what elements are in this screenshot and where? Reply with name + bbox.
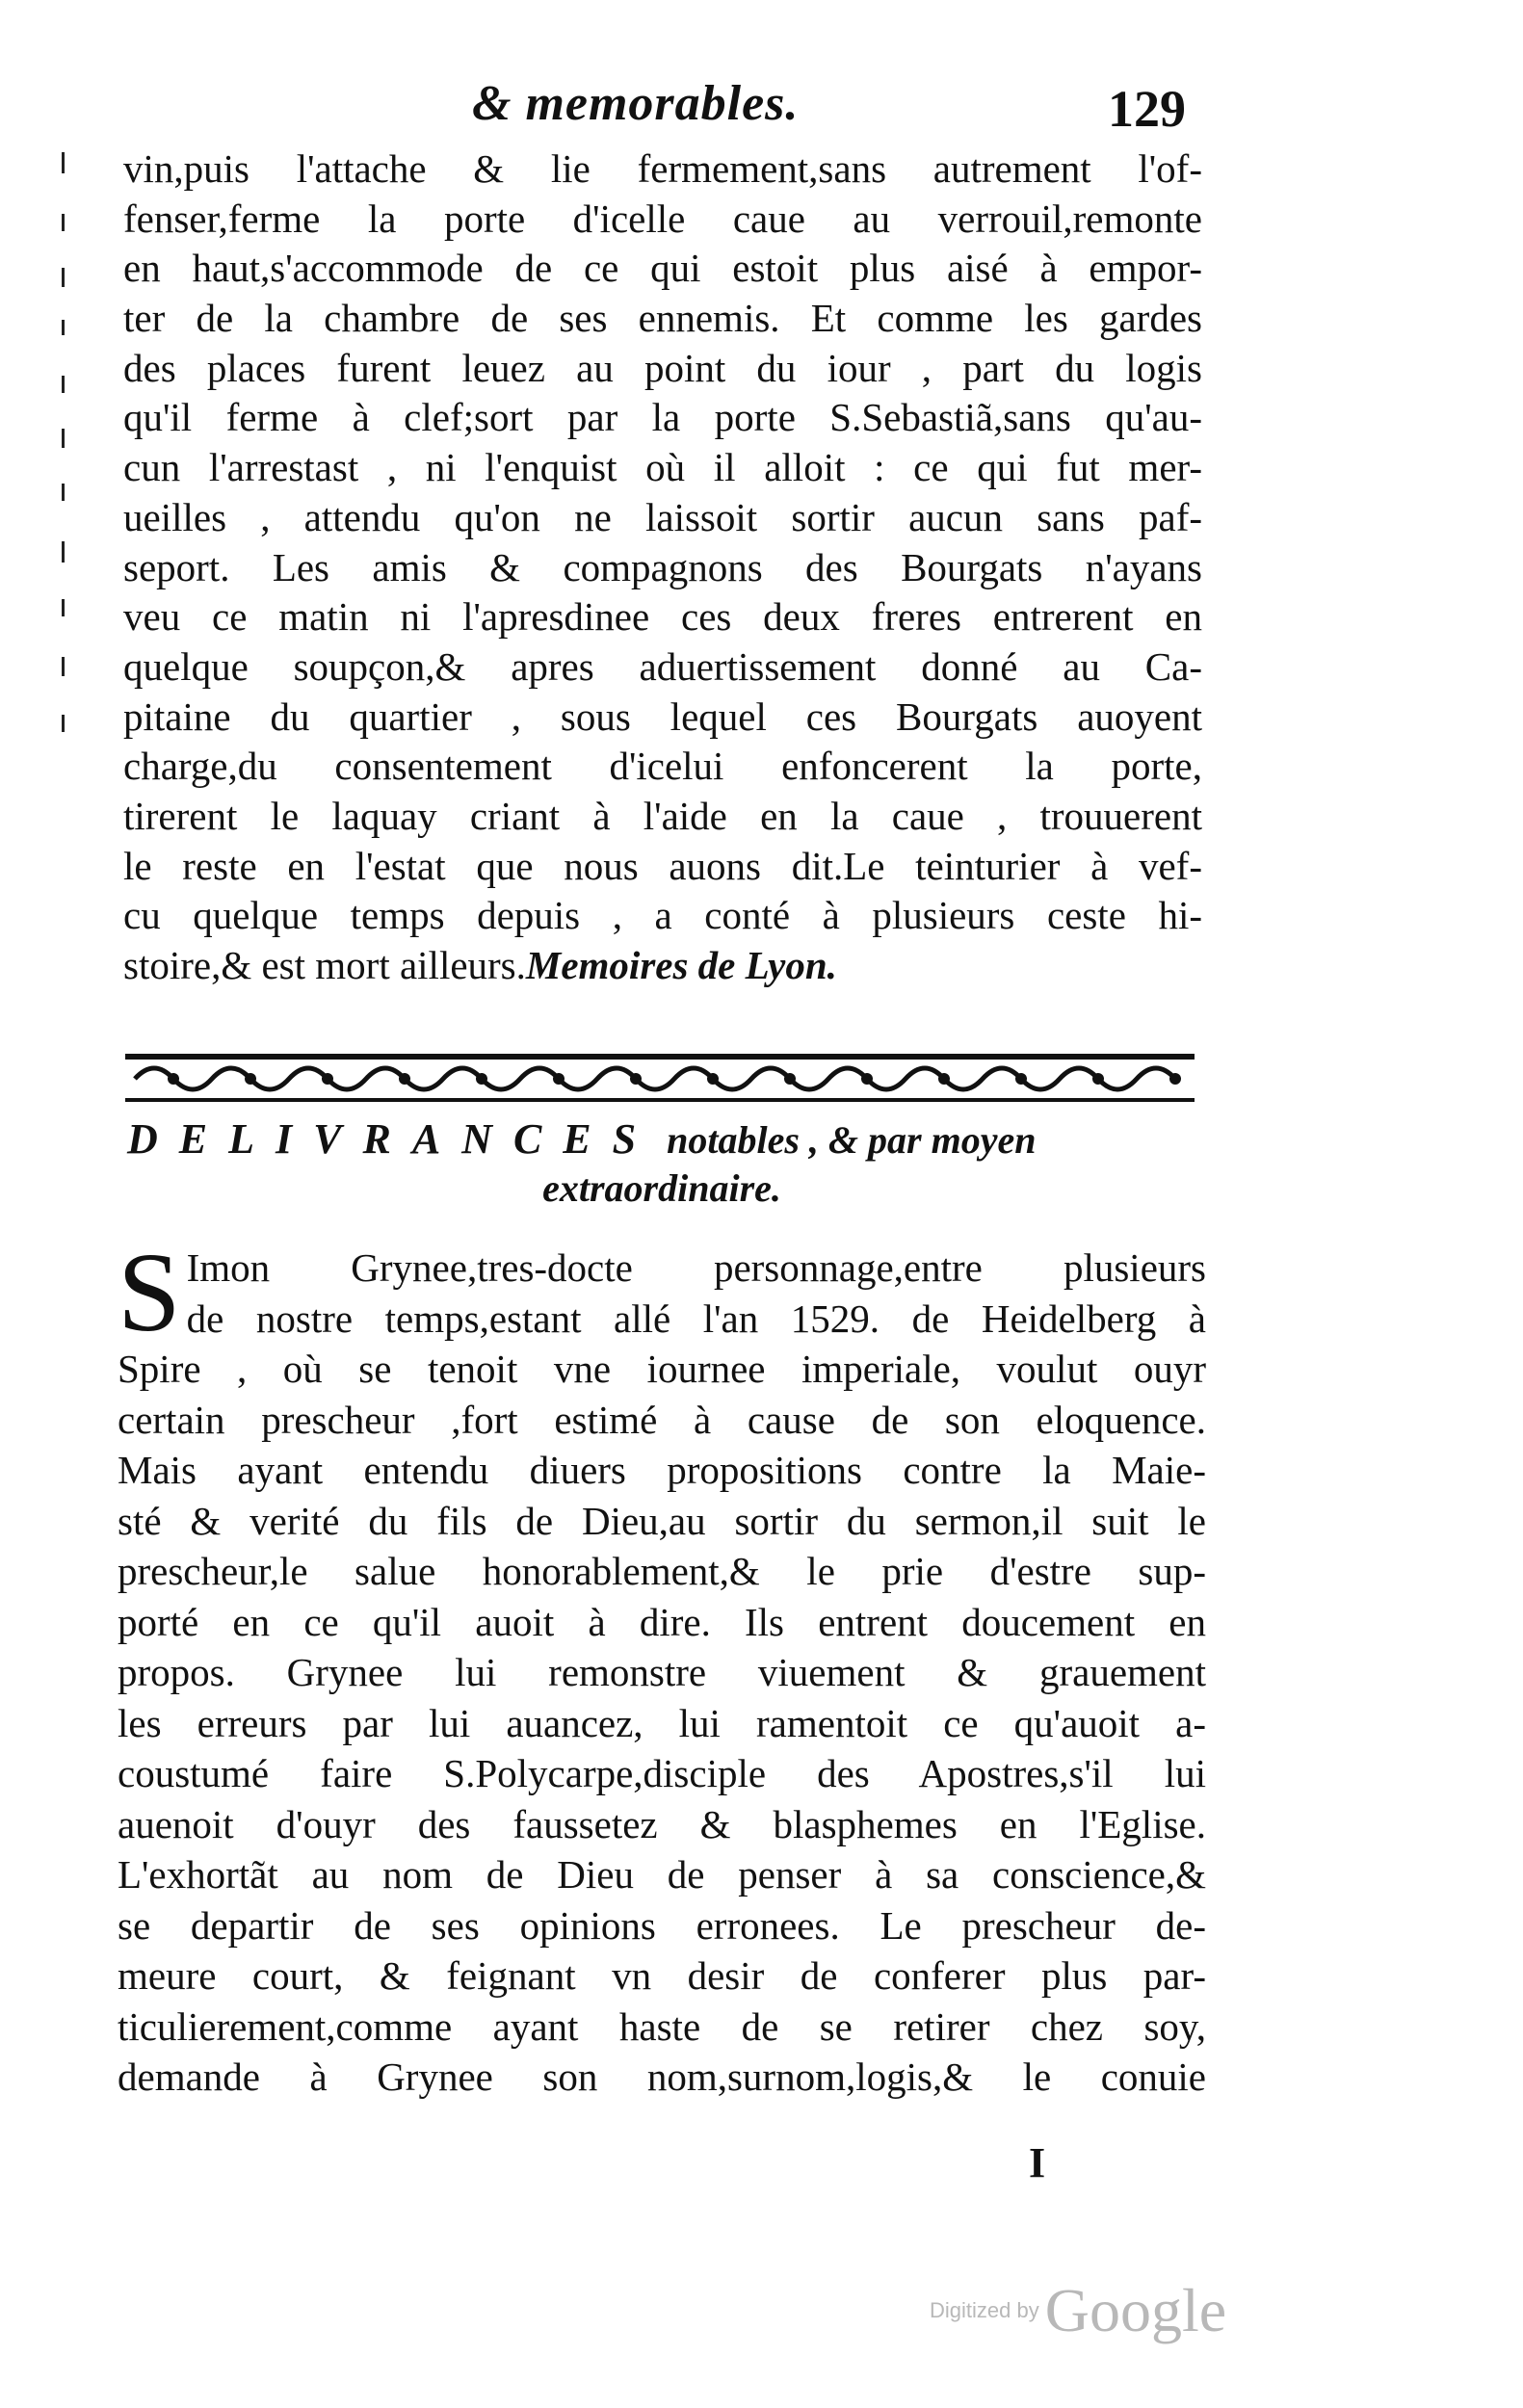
watermark-prefix: Digitized by <box>930 2298 1039 2322</box>
text-line: Imon Grynee,tres-docte personnage,entre plusieurs <box>186 1245 1206 1290</box>
google-logo: Google <box>1044 2276 1227 2344</box>
text-line: le reste en l'estat que nous auons dit.Le teinturier à vef- <box>123 843 1202 888</box>
signature-mark: I <box>1029 2139 1046 2186</box>
text-line: coustumé faire S.Polycarpe,disciple des Apostres,s'il lui <box>118 1751 1206 1795</box>
section-heading-rest: notables , & par moyen <box>667 1118 1037 1162</box>
text-line: cu quelque temps depuis , a conté à plusieurs ceste hi- <box>123 893 1202 938</box>
text-line: des places furent leuez au point du iour , part du logis <box>123 345 1202 390</box>
text-line: prescheur,le salue honorablement,& le prie d'estre sup- <box>118 1549 1206 1593</box>
text-line: sté & verité du fils de Dieu,au sortir du sermon,il suit le <box>118 1498 1206 1543</box>
text-line: Mais ayant entendu diuers propositions contre la Maie- <box>118 1448 1206 1492</box>
text-line: porté en ce qu'il auoit à dire. Ils entrent doucement en <box>118 1599 1206 1644</box>
text-line: qu'il ferme à clef;sort par la porte S.Sebastiã,sans qu'au- <box>123 395 1202 440</box>
text-line: quelque soupçon,& apres aduertissement donné au Ca- <box>123 643 1202 689</box>
text-line: cun l'arrestast , ni l'enquist où il alloit : ce qui fut mer- <box>123 445 1202 490</box>
text-line: Spire , où se tenoit vne iournee imperiale, voulut ouyr <box>118 1347 1206 1391</box>
paragraph-1 <box>123 144 1202 991</box>
text-line: meure court, & feignant vn desir de conferer plus par- <box>118 1953 1206 1998</box>
google-watermark <box>930 2275 1226 2346</box>
text-line: auenoit d'ouyr des faussetez & blasphemes en l'Eglise. <box>118 1801 1206 1846</box>
text-line: de nostre temps,estant allé l'an 1529. de Heidelberg à <box>186 1296 1206 1341</box>
running-title: & memorables. <box>472 76 800 131</box>
section-heading-caps: DELIVRANCES <box>127 1115 658 1163</box>
text-line: charge,du consentement d'icelui enfoncerent la porte, <box>123 744 1202 789</box>
section-heading <box>127 1115 1196 1213</box>
text-line: ueilles , attendu qu'on ne laissoit sortir aucun sans paf- <box>123 494 1202 539</box>
text-line-end: stoire,& est mort ailleurs. <box>123 943 526 987</box>
text-line: pitaine du quartier , sous lequel ces Bourgats auoyent <box>123 694 1202 739</box>
text-line: en haut,s'accommode de ce qui estoit plus aisé à empor- <box>123 246 1202 291</box>
text-line: demande à Grynee son nom,surnom,logis,& le conuie <box>118 2055 1206 2099</box>
text-line: ter de la chambre de ses ennemis. Et comme les gardes <box>123 296 1202 341</box>
section-heading-line-2: extraordinaire. <box>542 1166 781 1210</box>
text-line: fenser,ferme la porte d'icelle caue au verrouil,remonte <box>123 196 1202 241</box>
text-line: propos. Grynee lui remonstre viuement & grauement <box>118 1650 1206 1694</box>
text-line: tirerent le laquay criant à l'aide en la caue , trouuerent <box>123 793 1202 838</box>
text-line: veu ce matin ni l'apresdinee ces deux freres entrerent en <box>123 594 1202 640</box>
text-line: ticulierement,comme ayant haste de se retirer chez soy, <box>118 2003 1206 2049</box>
source-citation: Memoires de Lyon. <box>525 943 837 987</box>
text-line: seport. Les amis & compagnons des Bourgats n'ayans <box>123 544 1202 589</box>
paragraph-2 <box>118 1229 1206 2103</box>
ornament-band <box>125 1050 1195 1108</box>
page-number: 129 <box>1108 80 1186 138</box>
text-line: L'exhortãt au nom de Dieu de penser à sa conscience,& <box>118 1852 1206 1897</box>
margin-marks <box>54 144 73 838</box>
section-heading-line-1 <box>127 1115 1196 1165</box>
text-line: se departir de ses opinions erronees. Le prescheur de- <box>118 1902 1206 1948</box>
text-line: vin,puis l'attache & lie fermement,sans autrement l'of- <box>123 146 1202 191</box>
text-line-last <box>123 941 1202 991</box>
text-line: certain prescheur ,fort estimé à cause de son eloquence. <box>118 1397 1206 1442</box>
drop-cap: S <box>118 1229 181 1355</box>
text-line: les erreurs par lui auancez, lui ramentoit ce qu'auoit a- <box>118 1700 1206 1745</box>
